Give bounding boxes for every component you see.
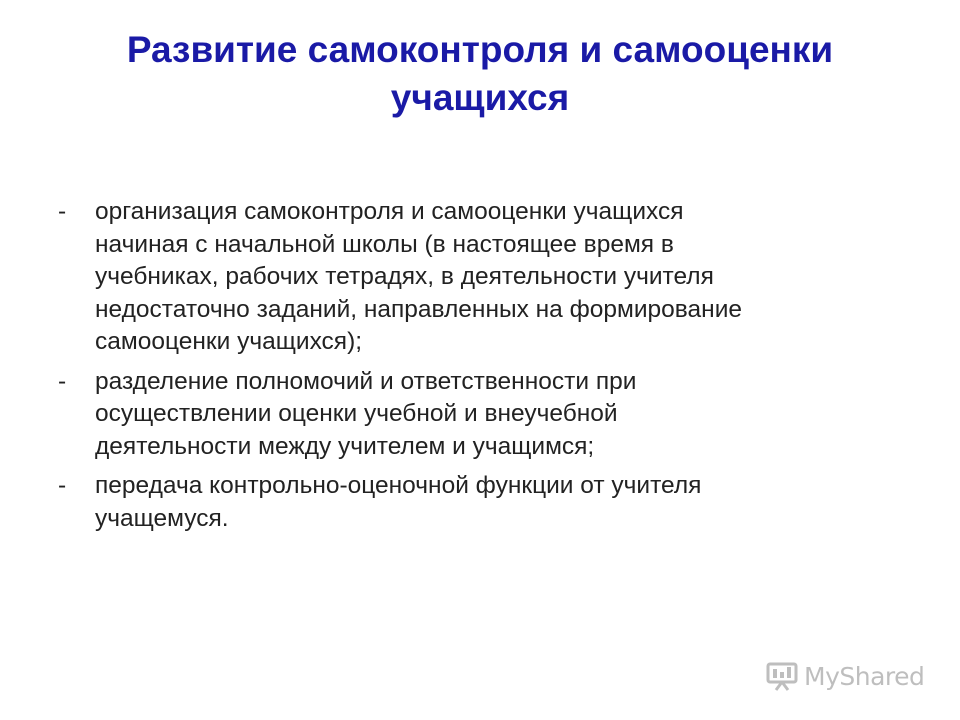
bullet-line: недостаточно заданий, направленных на формирование	[95, 295, 743, 323]
bullet-line: деятельности между учителем и учащимся;	[95, 432, 595, 460]
bullet-marker: -	[58, 198, 67, 225]
bullet-line: осуществлении оценки учебной и внеучебной	[95, 400, 618, 427]
slide-title-line-1: Развитие самоконтроля и самооценки	[126, 29, 834, 70]
bullet-line: учебниках, рабочих тетрадях, в деятельности учителя	[95, 263, 714, 290]
slide-title-line-2: учащихся	[390, 77, 570, 118]
bullet-line: передача контрольно-оценочной функции от учителя	[95, 472, 702, 499]
bullet-marker: -	[58, 367, 67, 395]
bullet-list	[58, 196, 908, 542]
slide-title	[60, 26, 900, 122]
bullet-item-2	[58, 366, 908, 464]
bullet-line: начиная с начальной школы (в настоящее время в	[95, 230, 674, 258]
bullet-item-1	[58, 196, 908, 359]
bullet-line: самооценки учащихся);	[95, 328, 363, 355]
presentation-board-icon	[766, 661, 798, 691]
bullet-line: разделение полномочий и ответственности при	[95, 367, 637, 395]
bullet-line: учащемуся.	[95, 504, 229, 532]
bullet-marker: -	[58, 472, 67, 499]
mysharedwatermark	[766, 656, 924, 696]
watermark-text: MyShared	[804, 661, 925, 691]
bullet-line: организация самоконтроля и самооценки учащихся	[95, 198, 684, 225]
bullet-item-3	[58, 470, 908, 535]
